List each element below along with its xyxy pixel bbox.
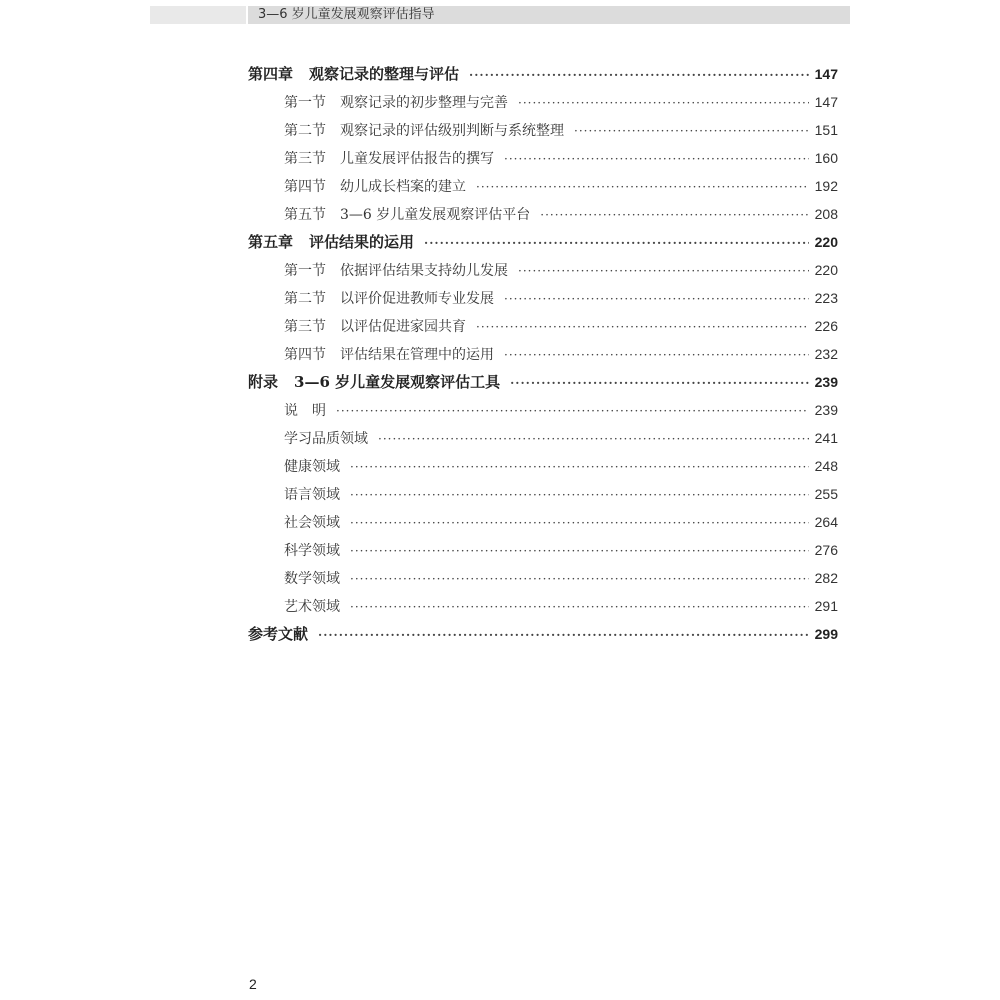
page-number: 2 xyxy=(249,976,257,992)
toc-leader-dots xyxy=(476,173,809,201)
toc-entry-title: 社会领域 xyxy=(284,515,340,531)
toc-entry-label xyxy=(248,60,459,88)
toc-section-entry[interactable] xyxy=(248,200,838,228)
toc-entry-title: 数学领域 xyxy=(284,571,340,587)
toc-entry-label xyxy=(284,313,466,341)
toc-chapter-entry[interactable] xyxy=(248,60,838,88)
toc-leader-dots xyxy=(378,425,809,453)
toc-entry-page: 239 xyxy=(814,402,838,418)
toc-entry-title: 评估结果的运用 xyxy=(309,233,415,251)
toc-entry-label xyxy=(284,257,508,285)
toc-leader-dots xyxy=(350,481,809,509)
toc-entry-title: 幼儿成长档案的建立 xyxy=(340,179,466,195)
toc-entry-label xyxy=(284,285,494,313)
toc-leader-dots xyxy=(540,201,808,229)
toc-entry-title: 观察记录的整理与评估 xyxy=(309,65,460,83)
toc-entry-label xyxy=(284,425,368,453)
toc-entry-label xyxy=(284,453,340,481)
toc-entry-title: 参考文献 xyxy=(248,625,309,643)
toc-entry-label xyxy=(284,593,340,621)
toc-section-entry[interactable] xyxy=(248,340,838,368)
toc-leader-dots xyxy=(469,61,809,89)
toc-leader-dots xyxy=(504,145,809,173)
toc-entry-title: 健康领域 xyxy=(284,459,340,475)
toc-entry-number: 第四节 xyxy=(284,347,326,363)
toc-entry-title: 以评价促进教师专业发展 xyxy=(340,291,494,307)
toc-entry-label xyxy=(284,481,340,509)
toc-entry-title: 语言领域 xyxy=(284,487,340,503)
toc-section-entry[interactable] xyxy=(248,452,838,480)
toc-entry-title: 依据评估结果支持幼儿发展 xyxy=(340,263,508,279)
toc-entry-page: 151 xyxy=(814,122,838,138)
toc-section-entry[interactable] xyxy=(248,116,838,144)
toc-section-entry[interactable] xyxy=(248,396,838,424)
toc-entry-title: 儿童发展评估报告的撰写 xyxy=(340,151,494,167)
toc-entry-number: 第四节 xyxy=(284,179,326,195)
toc-section-entry[interactable] xyxy=(248,424,838,452)
toc-entry-label xyxy=(284,397,326,425)
toc-leader-dots xyxy=(350,453,809,481)
toc-entry-number: 第四章 xyxy=(248,65,294,83)
toc-section-entry[interactable] xyxy=(248,480,838,508)
header-band-separator xyxy=(246,6,248,24)
toc-entry-title: 以评估促进家园共育 xyxy=(340,319,466,335)
toc-leader-dots xyxy=(518,257,809,285)
toc-entry-page: 239 xyxy=(814,374,838,390)
toc-entry-number: 第二节 xyxy=(284,123,326,139)
running-header-title: 3—6 岁儿童发展观察评估指导 xyxy=(258,7,435,22)
toc-entry-page: 220 xyxy=(814,262,838,278)
toc-section-entry[interactable] xyxy=(248,564,838,592)
toc-entry-page: 220 xyxy=(814,234,838,250)
toc-entry-page: 160 xyxy=(814,150,838,166)
toc-leader-dots xyxy=(424,229,809,257)
toc-entry-page: 276 xyxy=(814,542,838,558)
running-header-band xyxy=(150,6,850,24)
toc-entry-title: 评估结果在管理中的运用 xyxy=(340,347,494,363)
toc-entry-page: 255 xyxy=(814,486,838,502)
toc-section-entry[interactable] xyxy=(248,284,838,312)
toc-leader-dots xyxy=(504,285,809,313)
toc-entry-label xyxy=(284,145,494,173)
toc-entry-page: 291 xyxy=(814,598,838,614)
toc-entry-label xyxy=(284,173,466,201)
toc-leader-dots xyxy=(336,397,809,425)
toc-entry-page: 226 xyxy=(814,318,838,334)
toc-entry-number: 第一节 xyxy=(284,263,326,279)
toc-leader-dots xyxy=(476,313,809,341)
toc-entry-label xyxy=(284,509,340,537)
toc-entry-number: 第一节 xyxy=(284,95,326,111)
toc-entry-page: 241 xyxy=(814,430,838,446)
toc-entry-title: 科学领域 xyxy=(284,543,340,559)
toc-leader-dots xyxy=(518,89,809,117)
toc-section-entry[interactable] xyxy=(248,88,838,116)
toc-entry-page: 282 xyxy=(814,570,838,586)
toc-entry-page: 232 xyxy=(814,346,838,362)
toc-entry-title: 观察记录的评估级别判断与系统整理 xyxy=(340,123,564,139)
toc-entry-page: 147 xyxy=(814,94,838,110)
toc-chapter-entry[interactable] xyxy=(248,620,838,648)
toc-entry-label xyxy=(284,341,494,369)
toc-entry-page: 248 xyxy=(814,458,838,474)
toc-section-entry[interactable] xyxy=(248,592,838,620)
toc-entry-number: 第三节 xyxy=(284,151,326,167)
toc-entry-label xyxy=(248,228,414,256)
toc-entry-title: 3—6 岁儿童发展观察评估平台 xyxy=(340,207,531,223)
toc-entry-title: 观察记录的初步整理与完善 xyxy=(340,95,508,111)
toc-leader-dots xyxy=(350,537,809,565)
toc-entry-number: 附录 xyxy=(248,373,279,391)
toc-leader-dots xyxy=(350,509,809,537)
toc-chapter-entry[interactable] xyxy=(248,368,838,396)
toc-entry-label xyxy=(284,537,340,565)
toc-section-entry[interactable] xyxy=(248,256,838,284)
toc-entry-title: 学习品质领域 xyxy=(284,431,368,447)
toc-entry-page: 223 xyxy=(814,290,838,306)
table-of-contents xyxy=(248,60,838,648)
toc-entry-label xyxy=(248,620,308,648)
toc-entry-title: 艺术领域 xyxy=(284,599,340,615)
toc-entry-page: 299 xyxy=(814,626,838,642)
toc-entry-label xyxy=(284,89,508,117)
toc-section-entry[interactable] xyxy=(248,536,838,564)
toc-entry-number: 第五节 xyxy=(284,207,326,223)
toc-entry-page: 192 xyxy=(814,178,838,194)
toc-leader-dots xyxy=(318,621,809,649)
toc-entry-label xyxy=(248,368,500,396)
toc-entry-page: 208 xyxy=(814,206,838,222)
toc-leader-dots xyxy=(504,341,809,369)
toc-entry-title: 说 明 xyxy=(284,403,326,419)
toc-entry-title: 3—6 岁儿童发展观察评估工具 xyxy=(294,373,501,391)
toc-entry-page: 147 xyxy=(814,66,838,82)
toc-leader-dots xyxy=(350,565,809,593)
toc-section-entry[interactable] xyxy=(248,508,838,536)
toc-section-entry[interactable] xyxy=(248,312,838,340)
header-band-left-block xyxy=(150,6,246,24)
toc-entry-label xyxy=(284,565,340,593)
toc-entry-number: 第三节 xyxy=(284,319,326,335)
toc-entry-number: 第五章 xyxy=(248,233,294,251)
toc-entry-label xyxy=(284,201,530,229)
toc-leader-dots xyxy=(510,369,809,397)
toc-section-entry[interactable] xyxy=(248,172,838,200)
toc-leader-dots xyxy=(350,593,809,621)
toc-entry-page: 264 xyxy=(814,514,838,530)
toc-chapter-entry[interactable] xyxy=(248,228,838,256)
toc-section-entry[interactable] xyxy=(248,144,838,172)
toc-leader-dots xyxy=(574,117,809,145)
toc-entry-label xyxy=(284,117,564,145)
toc-entry-number: 第二节 xyxy=(284,291,326,307)
